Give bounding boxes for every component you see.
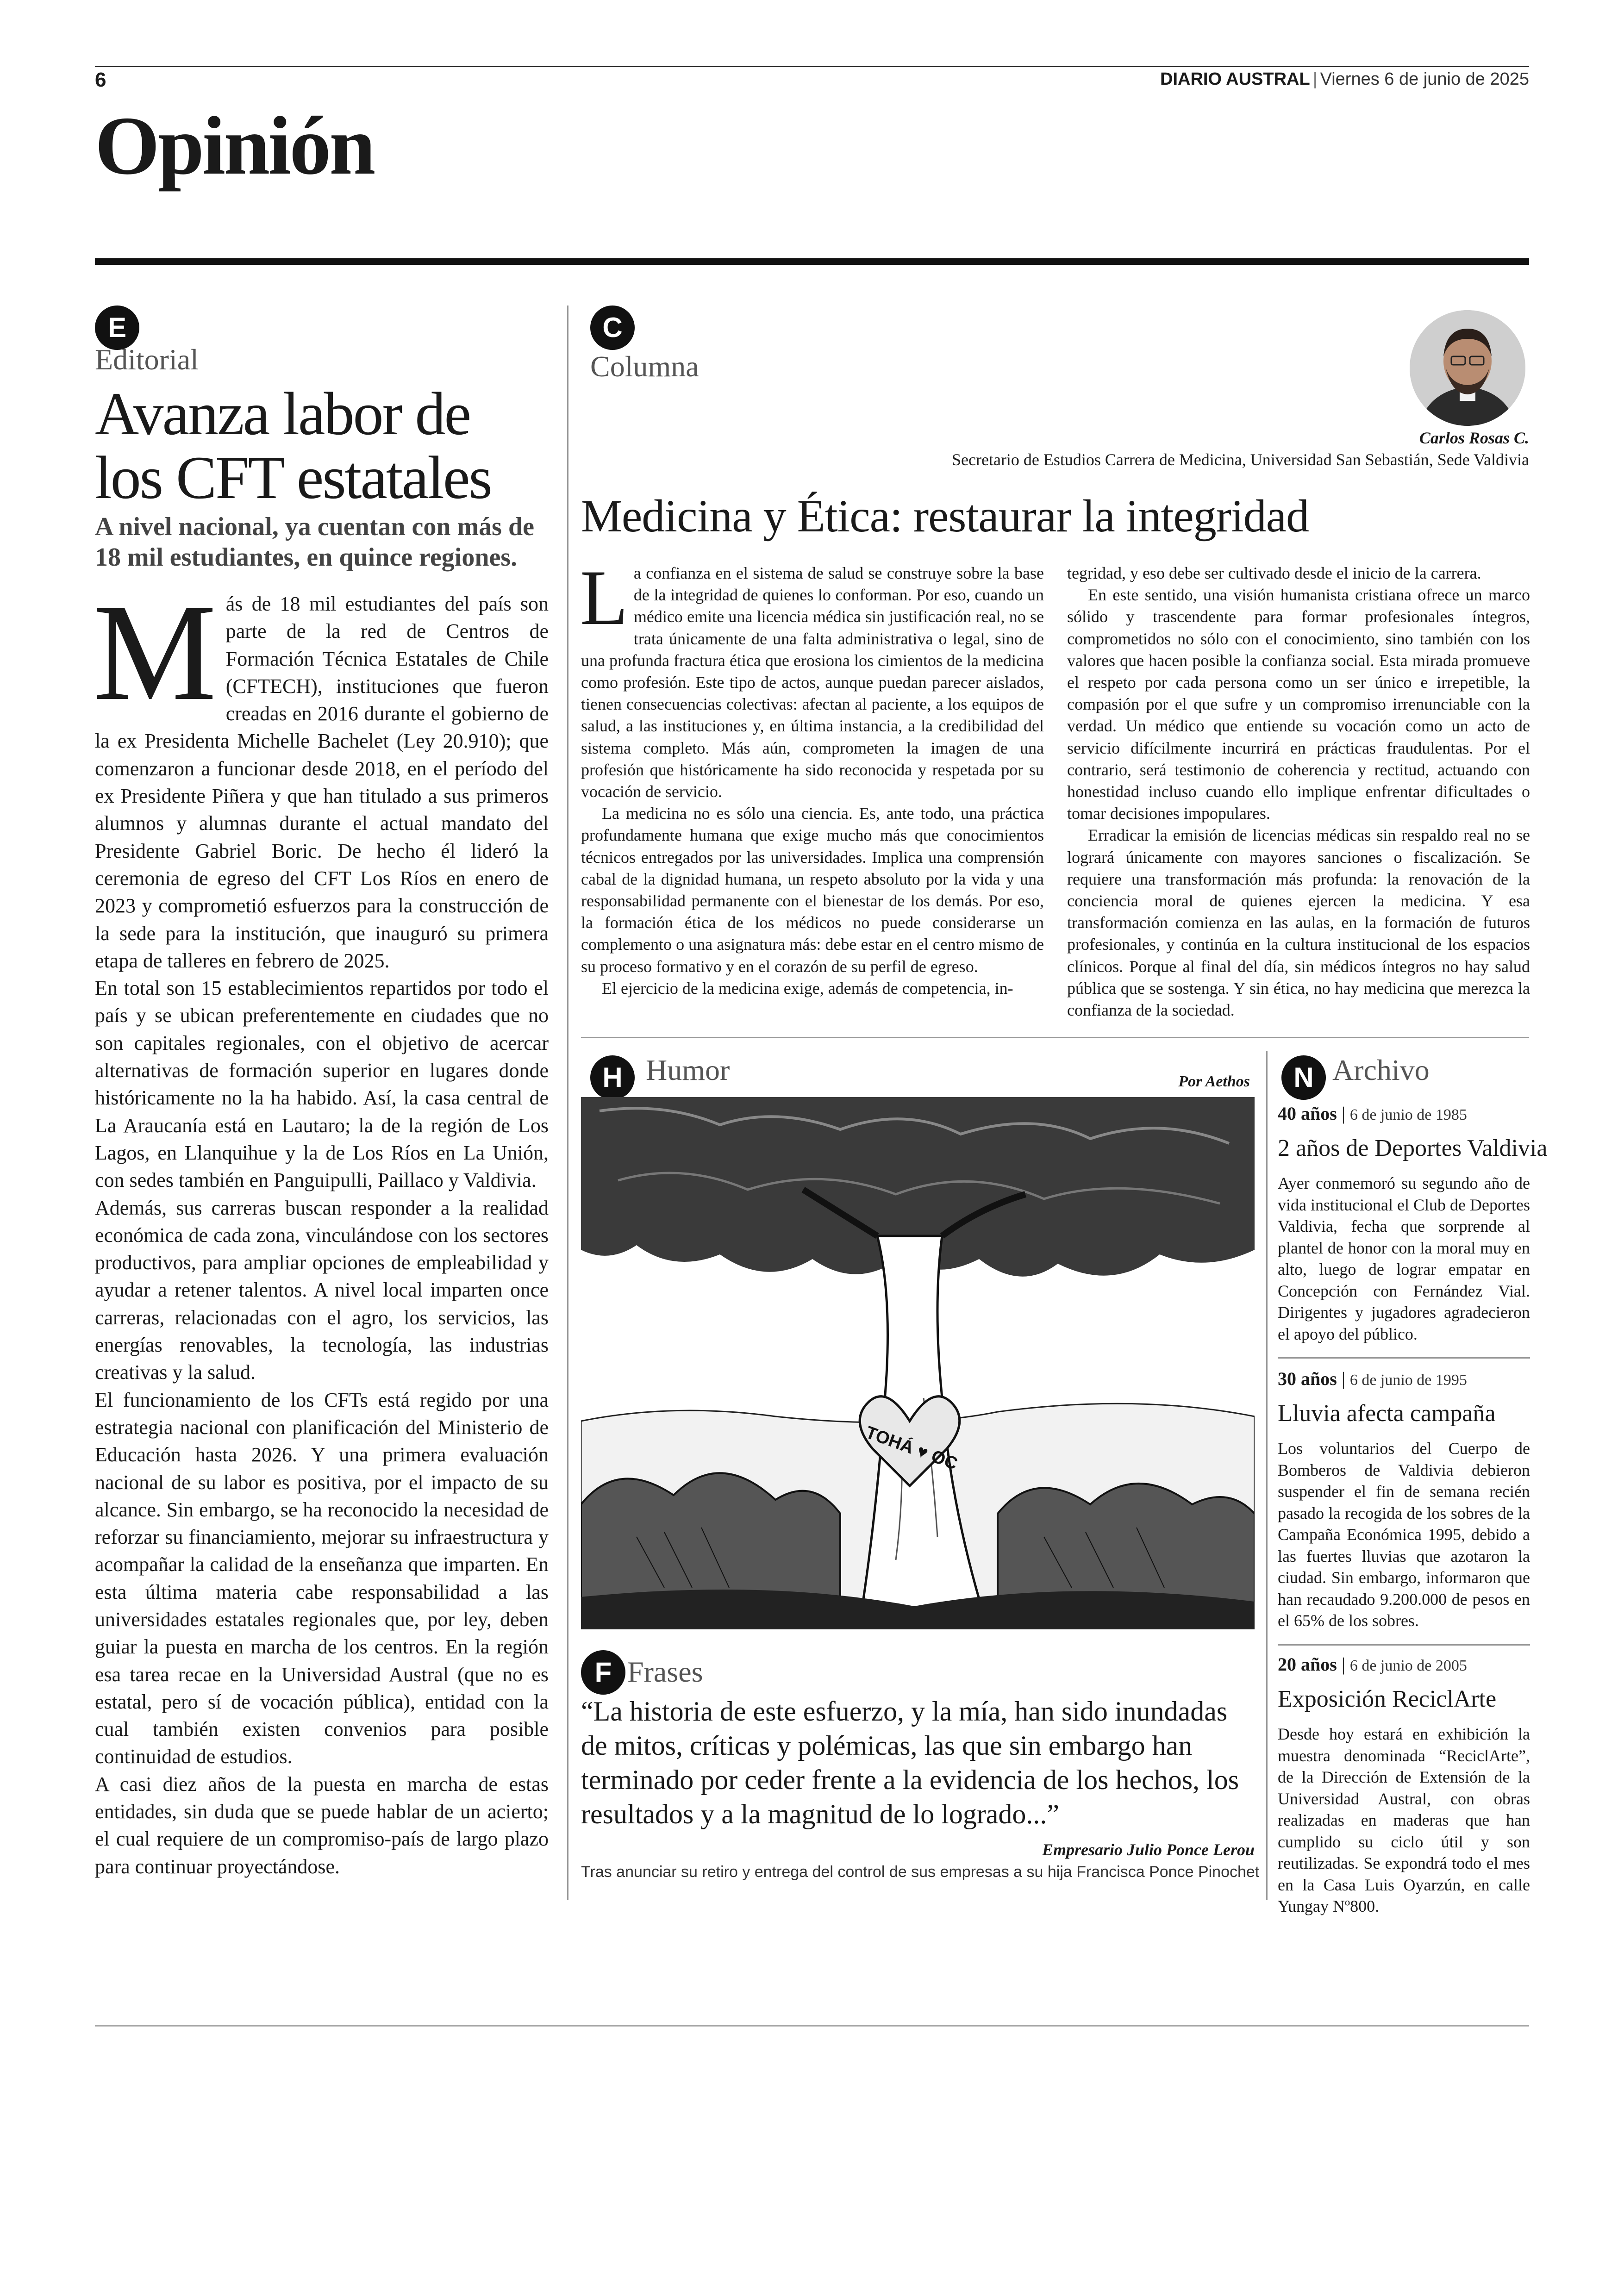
column-body-left	[580, 554, 1044, 999]
editorial-paragraph: En total son 15 establecimientos repartidos por todo el país y se ubican preferentemente en ciudades que no son capitales regionales, con el objetivo de acercar alternativas de formación superior en lugares donde históricamente no la ha habido. Así, la casa central de La Araucanía está en Lautaro; la de la región de Los Lagos, en Llanquihue y la de Los Ríos en La Unión, con sedes también en Panguipulli, Paillaco y Valdivia.	[95, 977, 549, 1192]
author-photo	[1410, 310, 1525, 426]
archivo-kicker: Archivo	[1332, 1054, 1430, 1086]
archivo-item	[1278, 1368, 1530, 1632]
issue-date: Viernes 6 de junio de 2025	[1320, 69, 1529, 89]
archivo-item-date: 6 de junio de 1985	[1349, 1106, 1467, 1123]
archivo-item-date: 6 de junio de 2005	[1349, 1657, 1467, 1674]
archivo-item-date: 6 de junio de 1995	[1349, 1372, 1467, 1389]
archivo-item-dateline: 30 años | 6 de junio de 1995	[1278, 1368, 1467, 1389]
archivo-separator	[1278, 1357, 1530, 1359]
column-paragraph: La medicina no es sólo una ciencia. Es, ante todo, una práctica profundamente humana que exige mucho más que conocimientos técnicos entregados por las universidades. Implica una comprensión cabal de la dignidad humana, un respeto absoluto por la vida y una responsabilidad permanente con el bienestar de los demás. Por eso, la formación ética de los médicos no puede considerarse un complemento o una asignatura más: debe estar en el centro mismo de su proceso formativo y en el corazón de su perfil de egreso.	[581, 804, 1044, 976]
editorial-body	[93, 575, 549, 1880]
editorial-kicker: Editorial	[95, 343, 199, 376]
column-headline: Medicina y Ética: restaurar la integridad	[581, 490, 1309, 542]
column-badge: C	[590, 306, 635, 350]
archivo-separator	[1278, 1644, 1530, 1646]
column-author: Carlos Rosas C.	[1419, 429, 1529, 447]
archivo-item-title: Lluvia afecta campaña	[1278, 1400, 1496, 1427]
humor-cartoon	[581, 1097, 1255, 1629]
column-body-right	[1067, 562, 1530, 1021]
editorial-paragraph: ás de 18 mil estudiantes del país son parte de la red de Centros de Formación Técnica Estatales de Chile (CFTECH), instituciones que fueron creadas en 2016 durante el gobierno de la ex Presidenta Michelle Bachelet (Ley 20.910); que comenzaron a funcionar desde 2018, en el período del ex Presidente Piñera y que han titulado a sus primeros alumnos y alumnas durante el actual mandato del Presidente Gabriel Boric. De hecho él lideró la ceremonia de egreso del CFT Los Ríos en enero de 2023 y comprometió esfuerzos para la construcción de la sede para la institución, que inauguró su primera etapa de talleres en febrero de 2025.	[95, 592, 549, 972]
archivo-item-title: Exposición ReciclArte	[1278, 1686, 1497, 1712]
archivo-item-years: 20 años	[1278, 1654, 1337, 1675]
frases-author: Empresario Julio Ponce Lerou	[1042, 1840, 1255, 1859]
column-kicker: Columna	[590, 350, 699, 383]
archivo-item-years: 40 años	[1278, 1103, 1337, 1124]
frases-quote: “La historia de este esfuerzo, y la mía, han sido inundadas de mitos, críticas y polémicas, las que sin embargo han terminado por ceder frente a la evidencia de los hechos, los resultados y a la magnitud de lo logrado...”	[581, 1696, 1239, 1829]
archivo-item-title: 2 años de Deportes Valdivia	[1278, 1135, 1548, 1161]
tree-cartoon-icon	[581, 1097, 1255, 1629]
section-rule	[95, 258, 1529, 265]
humor-credit: Por Aethos	[1178, 1073, 1250, 1090]
frases-kicker: Frases	[627, 1655, 703, 1688]
archivo-item	[1278, 1103, 1548, 1345]
archivo-item	[1278, 1653, 1530, 1917]
archivo-item-text: Desde hoy estará en exhibición la muestra denominada “ReciclArte”, de la Dirección de Extensión de la Universidad Austral, con obras realizadas en maderas que han cumplido su ciclo útil y son reutilizadas. Se expondrá todo el mes en la Casa Luis Oyarzún, en calle Yungay Nº800.	[1278, 1725, 1530, 1915]
section-title: Opinión	[95, 100, 374, 192]
editorial-paragraph: El funcionamiento de los CFTs está regido por una estrategia nacional con planificación del Ministerio de Educación hasta 2026. Y una primera evaluación nacional de su labor es positiva, por el impacto de su alcance. Sin embargo, se ha reconocido la necesidad de reforzar su financiamiento, mejorar su infraestructura y acompañar la calidad de la enseñanza que imparten. En esta última materia cabe responsabilidad a las universidades estatales regionales que, por ley, deben guiar la puesta en marcha de los centros. En la región esa tarea recae en la Universidad Austral (que no es estatal, pero sí de vocación pública), entidad con la cual también existen convenios para posible continuidad de estudios.	[95, 1388, 549, 1768]
frases-context: Tras anunciar su retiro y entrega del control de sus empresas a su hija Francisca Ponce Pinochet	[581, 1863, 1260, 1881]
frases-badge: F	[581, 1650, 625, 1695]
editorial-paragraph: A casi diez años de la puesta en marcha de estas entidades, sin duda que se puede hablar de un acierto; el cual requiere de un compromiso-país de largo plazo para continuar proyectándose.	[95, 1772, 549, 1878]
editorial-badge: E	[95, 306, 139, 350]
column-paragraph: tegridad, y eso debe ser cultivado desde el inicio de la carrera.	[1067, 564, 1481, 582]
masthead-separator: |	[1312, 69, 1318, 89]
heart-carving: TOHÁ ♥ OC	[863, 1422, 960, 1474]
header-rule	[95, 66, 1529, 67]
archivo-item-dateline: 20 años | 6 de junio de 2005	[1278, 1654, 1467, 1675]
editorial-paragraph: Además, sus carreras buscan responder a la realidad económica de cada zona, vinculándose con los sectores productivos, para ampliar opciones de empleabilidad y ayudar a retener talentos. A nivel local imparten once carreras, relacionadas con el agro, los servicios, las energías renovables, la tecnología, las industrias creativas y la salud.	[95, 1196, 549, 1384]
column-paragraph: Erradicar la emisión de licencias médicas sin respaldo real no se logrará únicamente con mayores sanciones o fiscalización. Se requiere una transformación más profunda: la renovación de la conciencia moral de quienes ejercen la medicina. Y esa transformación comienza en las aulas, en la formación de futuros profesionales, y continúa en la cultura institucional de los espacios clínicos. Porque al final del día, sin médicos íntegros no hay salud pública que se sostenga. Y sin ética, no hay medicina que merezca la confianza de la sociedad.	[1067, 826, 1530, 1020]
page-bottom-rule	[95, 2025, 1529, 2027]
newspaper-name: DIARIO AUSTRAL	[1160, 69, 1310, 89]
editorial-headline-line1: Avanza labor de	[95, 380, 470, 448]
column-paragraph: El ejercicio de la medicina exige, además de competencia, in-	[602, 979, 1013, 998]
column-author-role: Secretario de Estudios Carrera de Medicina, Universidad San Sebastián, Sede Valdivia	[952, 450, 1529, 469]
column-divider	[567, 306, 568, 1900]
archivo-item-dateline: 40 años | 6 de junio de 1985	[1278, 1103, 1467, 1124]
column-paragraph: a confianza en el sistema de salud se construye sobre la base de la integridad de quienes lo conforman. Por eso, cuando un médico emite una licencia médica sin justificación real, no se trata únicamente de una falta administrativa o legal, sino de una profunda fractura ética que erosiona los cimientos de la medicina como profesión. Este tipo de actos, aunque puedan parecer aislados, tienen consecuencias colectivas: afectan al paciente, a los equipos de salud, a las instituciones y, en última instancia, a la credibilidad del sistema completo. Más aún, comprometen la imagen de una profesión que históricamente ha sido reconocida y respetada por su vocación de servicio.	[581, 564, 1044, 801]
archivo-badge: N	[1281, 1055, 1326, 1100]
editorial-headline-line2: los CFT estatales	[95, 443, 491, 511]
humor-badge: H	[590, 1055, 635, 1100]
archivo-item-text: Ayer conmemoró su segundo año de vida institucional el Club de Deportes Valdivia, fecha que sorprende al plantel de honor con la moral muy en alto, luego de lograr empatar en Concepción con Fernández Vial. Dirigentes y jugadores agradecieron el apoyo del público.	[1278, 1174, 1530, 1343]
editorial-drop-cap: M	[93, 575, 217, 729]
column-bottom-rule	[581, 1037, 1529, 1038]
column-paragraph: En este sentido, una visión humanista cristiana ofrece un marco sólido y trascendente para formar profesionales íntegros, comprometidos no sólo con el conocimiento, sino también con los valores que hacen posible la confianza social. Esta mirada promueve el respeto por cada persona como un ser único e irrepetible, la compasión por el que sufre y un compromiso irrenunciable con la verdad. Un médico que entiende su vocación como un acto de servicio difícilmente incurrirá en prácticas fraudulentas. Por el contrario, será testimonio de coherencia y rectitud, actuando con honestidad incluso cuando ello implique enfrentar dificultades o tomar decisiones impopulares.	[1067, 586, 1530, 823]
author-portrait-icon	[1410, 310, 1525, 426]
page-number: 6	[95, 69, 106, 91]
archivo-divider	[1266, 1051, 1268, 1900]
editorial-deck: A nivel nacional, ya cuentan con más de 18 mil estudiantes, en quince regiones.	[95, 512, 534, 572]
archivo-item-text: Los voluntarios del Cuerpo de Bomberos de Valdivia debieron suspender el fin de semana recién pasado la recogida de los sobres de la Campaña Económica 1995, debido a las fuertes lluvias que azotaron la ciudad. Sin embargo, informaron que han recaudado 9.200.000 de pesos en el 65% de los sobres.	[1278, 1439, 1530, 1630]
column-drop-cap: L	[580, 554, 628, 641]
masthead	[1160, 69, 1529, 89]
editorial-headline	[95, 382, 558, 510]
humor-kicker: Humor	[646, 1054, 730, 1086]
archivo-item-years: 30 años	[1278, 1368, 1337, 1389]
